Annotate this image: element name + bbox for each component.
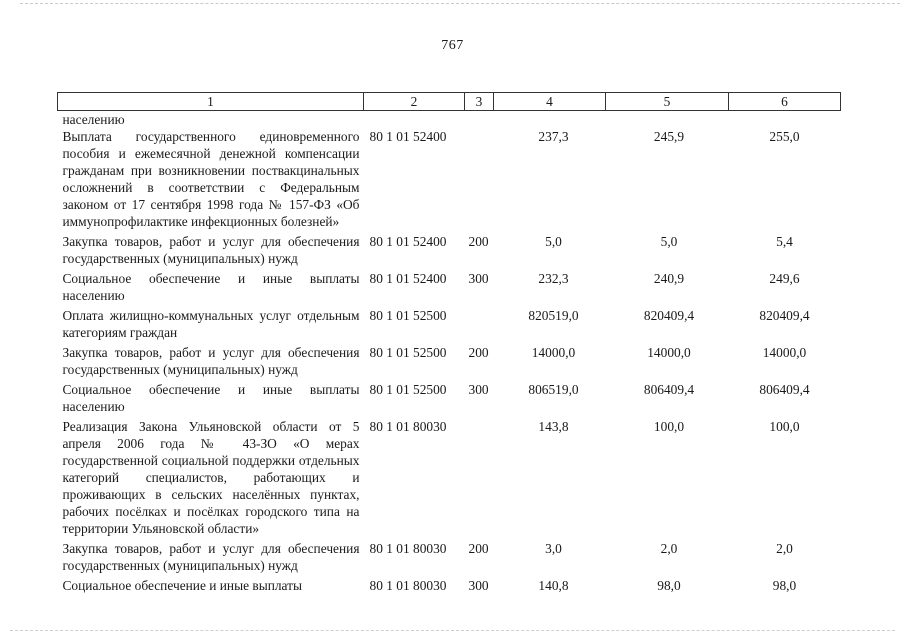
row-value-col6: 820409,4 — [759, 308, 810, 323]
row-value-col4: 237,3 — [538, 129, 569, 144]
table-row — [58, 128, 841, 230]
row-name: населению — [62, 112, 125, 127]
row-expense-type: 300 — [468, 578, 489, 593]
row-value-col4: 14000,0 — [531, 345, 576, 360]
header-col-6: 6 — [729, 93, 841, 111]
row-value-col4: 806519,0 — [528, 382, 579, 397]
row-value-col6: 255,0 — [769, 129, 800, 144]
row-name: Социальное обеспечение и иные выплаты населению — [62, 271, 360, 303]
row-value-col5: 100,0 — [653, 419, 685, 434]
table-row — [58, 537, 841, 574]
row-expense-type: 200 — [468, 541, 489, 556]
row-value-col5: 245,9 — [653, 129, 685, 144]
header-col-1: 1 — [58, 93, 364, 111]
table-row — [58, 415, 841, 537]
scan-top-edge — [20, 3, 900, 5]
row-name: Закупка товаров, работ и услуг для обеспечения государственных (муниципальных) нужд — [62, 541, 360, 573]
row-value-col5: 820409,4 — [643, 308, 695, 323]
row-code: 80 1 01 52400 — [369, 271, 447, 286]
row-code: 80 1 01 52500 — [369, 345, 447, 360]
row-name: Выплата государственного единовременного пособия и ежемесячной денежной компенсации гражданам при возникновении поствакцинальных осложнений в соответствии с Федеральным законом от 17 сентября 1998 года № 157-ФЗ «Об иммунопрофилактике инфекционных болезней» — [62, 129, 360, 229]
row-value-col5: 14000,0 — [647, 345, 691, 360]
table-row — [58, 574, 841, 594]
row-code: 80 1 01 80030 — [369, 541, 447, 556]
row-code: 80 1 01 80030 — [369, 419, 447, 434]
table-header-row — [58, 93, 841, 111]
scan-bottom-edge — [10, 630, 895, 632]
row-name: Социальное обеспечение и иные выплаты населению — [62, 382, 360, 414]
row-value-col6: 5,4 — [776, 234, 793, 249]
row-code: 80 1 01 52500 — [369, 382, 447, 397]
header-col-4: 4 — [494, 93, 606, 111]
row-value-col5: 240,9 — [653, 271, 685, 286]
row-value-col4: 140,8 — [538, 578, 569, 593]
row-value-col4 — [494, 111, 606, 129]
row-value-col5: 98,0 — [657, 578, 681, 593]
row-expense-type — [465, 111, 494, 129]
row-name: Оплата жилищно-коммунальных услуг отдельным категориям граждан — [62, 308, 360, 340]
row-value-col5: 2,0 — [660, 541, 678, 556]
row-code: 80 1 01 52400 — [369, 129, 447, 144]
row-value-col6: 806409,4 — [759, 382, 810, 397]
page-number: 767 — [441, 38, 464, 53]
row-value-col5: 806409,4 — [643, 382, 695, 397]
row-value-col4: 820519,0 — [528, 308, 579, 323]
row-value-col4: 3,0 — [545, 541, 562, 556]
row-expense-type: 300 — [468, 382, 489, 397]
row-expense-type — [465, 415, 494, 537]
row-expense-type — [465, 304, 494, 341]
budget-table — [57, 92, 841, 594]
row-name: Закупка товаров, работ и услуг для обеспечения государственных (муниципальных) нужд — [62, 345, 360, 377]
table-row — [58, 341, 841, 378]
row-name: Социальное обеспечение и иные выплаты — [62, 578, 303, 593]
row-value-col4: 5,0 — [545, 234, 562, 249]
row-code: 80 1 01 52400 — [369, 234, 447, 249]
row-value-col6 — [729, 111, 841, 129]
row-value-col5 — [606, 111, 729, 129]
row-name: Реализация Закона Ульяновской области от 5 апреля 2006 года № 43-ЗО «О мерах государственной социальной поддержки отдельных категорий специалистов, работающих и проживающих в сельских населённых пунктах, рабочих посёлках и посёлках городского типа на территории Ульяновской области» — [62, 419, 360, 536]
table-row — [58, 267, 841, 304]
row-value-col4: 232,3 — [538, 271, 569, 286]
row-expense-type: 300 — [468, 271, 489, 286]
row-expense-type: 200 — [468, 345, 489, 360]
row-code — [364, 111, 465, 129]
row-expense-type — [465, 128, 494, 230]
row-expense-type: 200 — [468, 234, 489, 249]
row-code: 80 1 01 52500 — [369, 308, 447, 323]
table-row — [58, 111, 841, 129]
row-code: 80 1 01 80030 — [369, 578, 447, 593]
table-row — [58, 304, 841, 341]
row-value-col6: 2,0 — [776, 541, 793, 556]
row-value-col6: 249,6 — [769, 271, 800, 286]
header-col-5: 5 — [606, 93, 729, 111]
row-name: Закупка товаров, работ и услуг для обеспечения государственных (муниципальных) нужд — [62, 234, 360, 266]
row-value-col4: 143,8 — [538, 419, 569, 434]
row-value-col6: 14000,0 — [762, 345, 807, 360]
header-col-2: 2 — [364, 93, 465, 111]
table-row — [58, 378, 841, 415]
row-value-col6: 100,0 — [769, 419, 800, 434]
header-col-3: 3 — [465, 93, 494, 111]
row-value-col5: 5,0 — [660, 234, 678, 249]
row-value-col6: 98,0 — [772, 578, 797, 593]
table-row — [58, 230, 841, 267]
